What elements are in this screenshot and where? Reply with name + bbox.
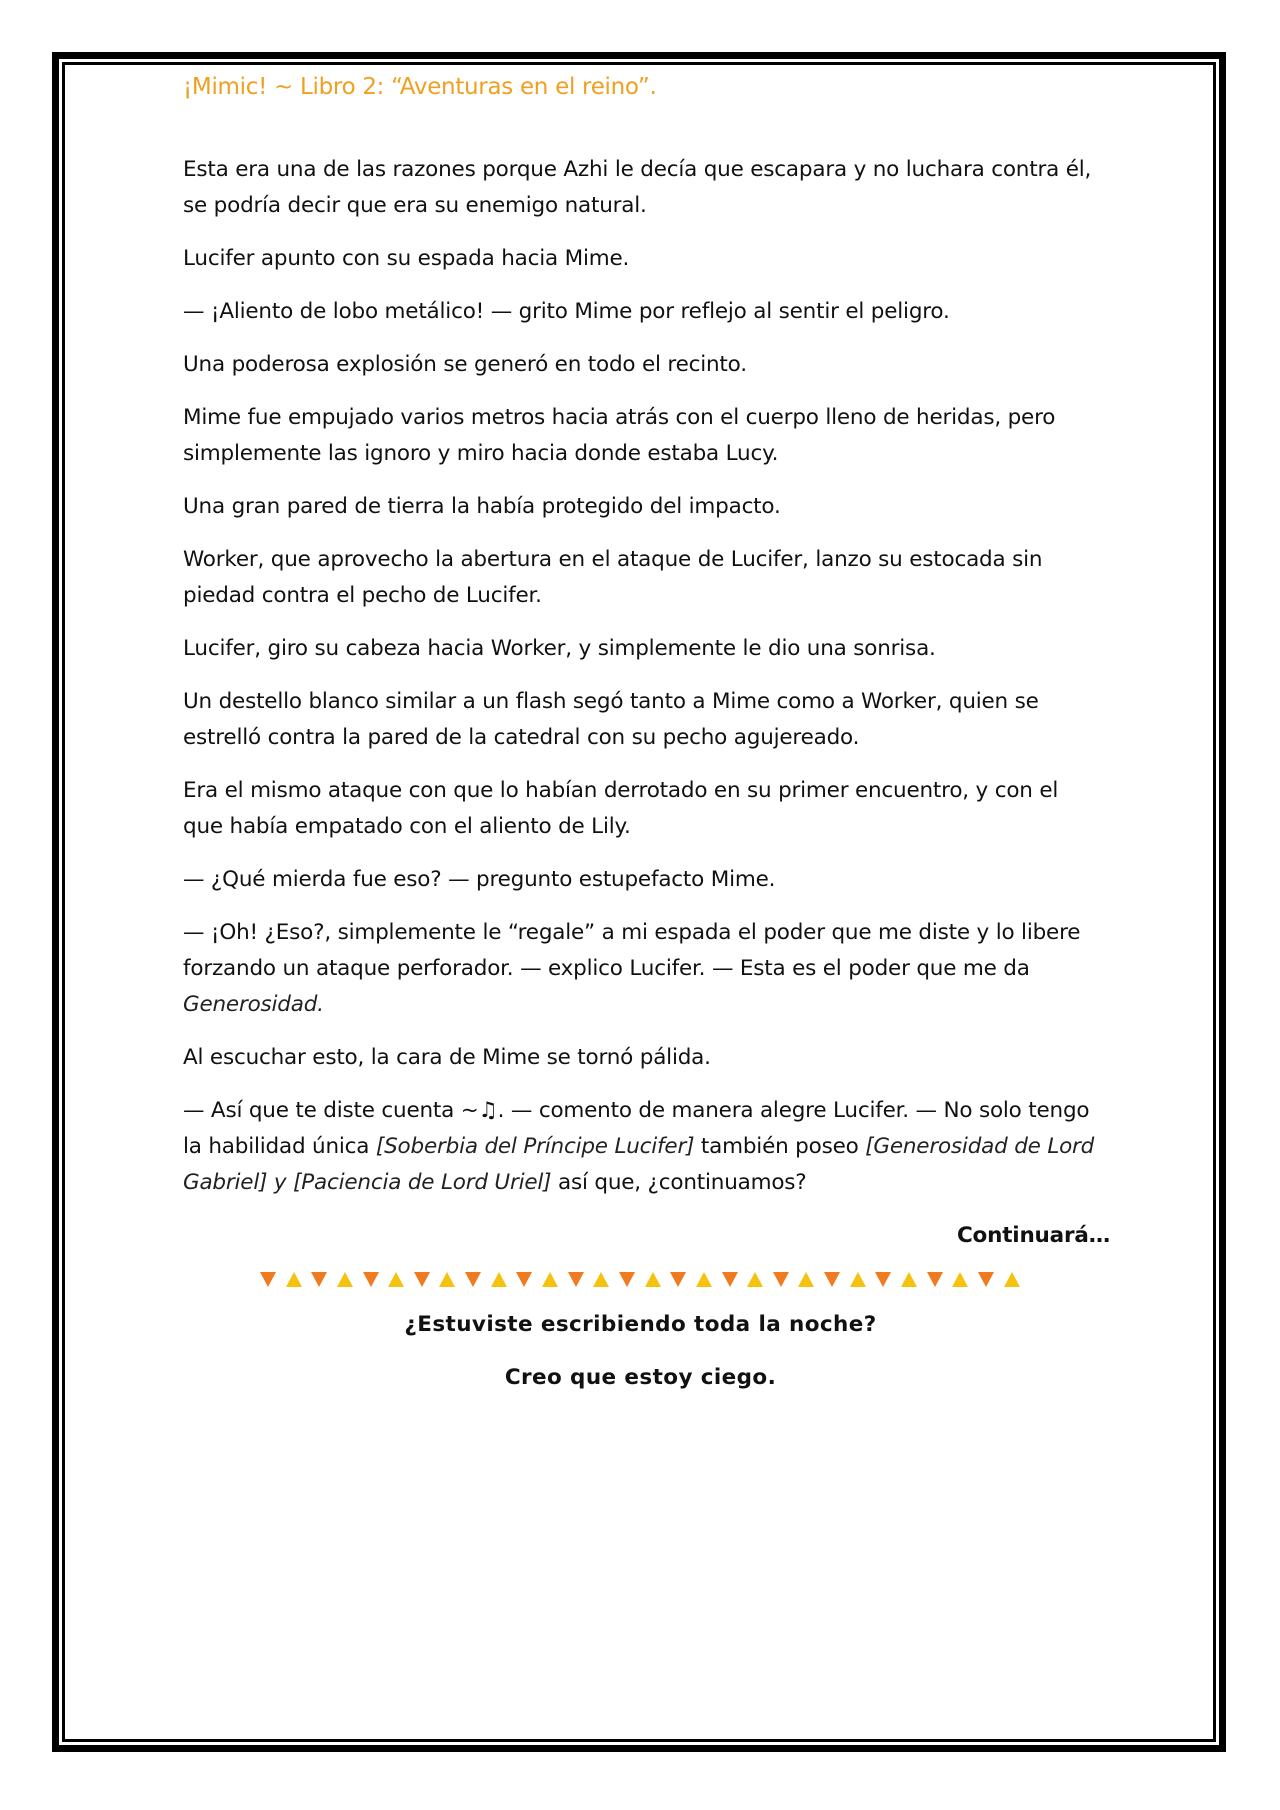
story-body [183, 152, 1110, 1254]
italic-skill: [Generosidad de Lord Gabriel] y [Paciencia de Lord Uriel] [183, 1134, 1095, 1195]
triangle-down-icon [927, 1272, 943, 1287]
triangle-down-icon [824, 1272, 840, 1287]
triangle-down-icon [414, 1272, 430, 1287]
triangle-up-icon [901, 1272, 917, 1287]
closing-line-2: Creo que estoy ciego. [504, 1365, 777, 1390]
paragraph: Worker, que aprovecho la abertura en el ataque de Lucifer, lanzo su estocada sin piedad contra el pecho de Lucifer. [183, 547, 1043, 608]
triangle-up-icon [952, 1272, 968, 1287]
italic-skill: [Soberbia del Príncipe Lucifer] [375, 1134, 695, 1159]
paragraph-pale: Al escuchar esto, la cara de Mime se tornó pálida. [183, 1045, 711, 1070]
paragraph: Una poderosa explosión se generó en todo el recinto. [183, 352, 747, 377]
book-header-title: ¡Mimic! ~ Libro 2: “Aventuras en el reino”. [183, 74, 657, 100]
triangle-down-icon [619, 1272, 635, 1287]
triangle-up-icon [439, 1272, 455, 1287]
continue-label: Continuará… [956, 1223, 1110, 1248]
triangle-up-icon [1004, 1272, 1020, 1287]
paragraph: — ¿Qué mierda fue eso? — pregunto estupefacto Mime. [183, 867, 776, 892]
paragraph-text: — Así que te diste cuenta ~♫. — comento de manera alegre Lucifer. — No solo tengo la habilidad única [183, 1098, 1090, 1159]
triangle-up-icon [337, 1272, 353, 1287]
triangle-down-icon [363, 1272, 379, 1287]
paragraph-text: así que, ¿continuamos? [551, 1170, 807, 1195]
triangle-down-icon [670, 1272, 686, 1287]
paragraph: Esta era una de las razones porque Azhi le decía que escapara y no luchara contra él, se podría decir que era su enemigo natural. [183, 157, 1092, 218]
triangle-down-icon [773, 1272, 789, 1287]
triangle-down-icon [978, 1272, 994, 1287]
triangle-down-icon [875, 1272, 891, 1287]
paragraph: Un destello blanco similar a un flash segó tanto a Mime como a Worker, quien se estrelló contra la pared de la catedral con su pecho agujereado. [183, 689, 1039, 750]
paragraph-generosity [183, 915, 1098, 1023]
triangle-up-icon [542, 1272, 558, 1287]
triangle-down-icon [465, 1272, 481, 1287]
triangle-up-icon [286, 1272, 302, 1287]
triangle-up-icon [388, 1272, 404, 1287]
paragraph: Lucifer apunto con su espada hacia Mime. [183, 246, 630, 271]
paragraph: Lucifer, giro su cabeza hacia Worker, y simplemente le dio una sonrisa. [183, 636, 936, 661]
paragraph: Mime fue empujado varios metros hacia atrás con el cuerpo lleno de heridas, pero simplemente las ignoro y miro hacia donde estaba Lucy. [183, 405, 1056, 466]
italic-term: Generosidad. [183, 992, 324, 1017]
paragraph-text: también poseo [694, 1134, 866, 1159]
triangle-down-icon [568, 1272, 584, 1287]
triangle-down-icon [311, 1272, 327, 1287]
triangle-down-icon [516, 1272, 532, 1287]
paragraph: Era el mismo ataque con que lo habían derrotado en su primer encuentro, y con el que había empatado con el aliento de Lily. [183, 778, 1059, 839]
triangle-up-icon [696, 1272, 712, 1287]
closing-line-1: ¿Estuviste escribiendo toda la noche? [404, 1312, 877, 1337]
triangle-separator-icon [260, 1268, 1020, 1290]
triangle-up-icon [850, 1272, 866, 1287]
paragraph-text: — ¡Oh! ¿Eso?, simplemente le “regale” a mi espada el poder que me diste y lo libere forzando un ataque perforador. — explico Lucifer. — Esta es el poder que me da [183, 920, 1081, 981]
triangle-up-icon [645, 1272, 661, 1287]
triangle-up-icon [798, 1272, 814, 1287]
triangle-down-icon [722, 1272, 738, 1287]
triangle-up-icon [593, 1272, 609, 1287]
paragraph-final [183, 1093, 1098, 1201]
paragraph: Una gran pared de tierra la había protegido del impacto. [183, 494, 781, 519]
triangle-down-icon [260, 1272, 276, 1287]
triangle-up-icon [747, 1272, 763, 1287]
paragraph: — ¡Aliento de lobo metálico! — grito Mime por reflejo al sentir el peligro. [183, 299, 950, 324]
triangle-up-icon [491, 1272, 507, 1287]
